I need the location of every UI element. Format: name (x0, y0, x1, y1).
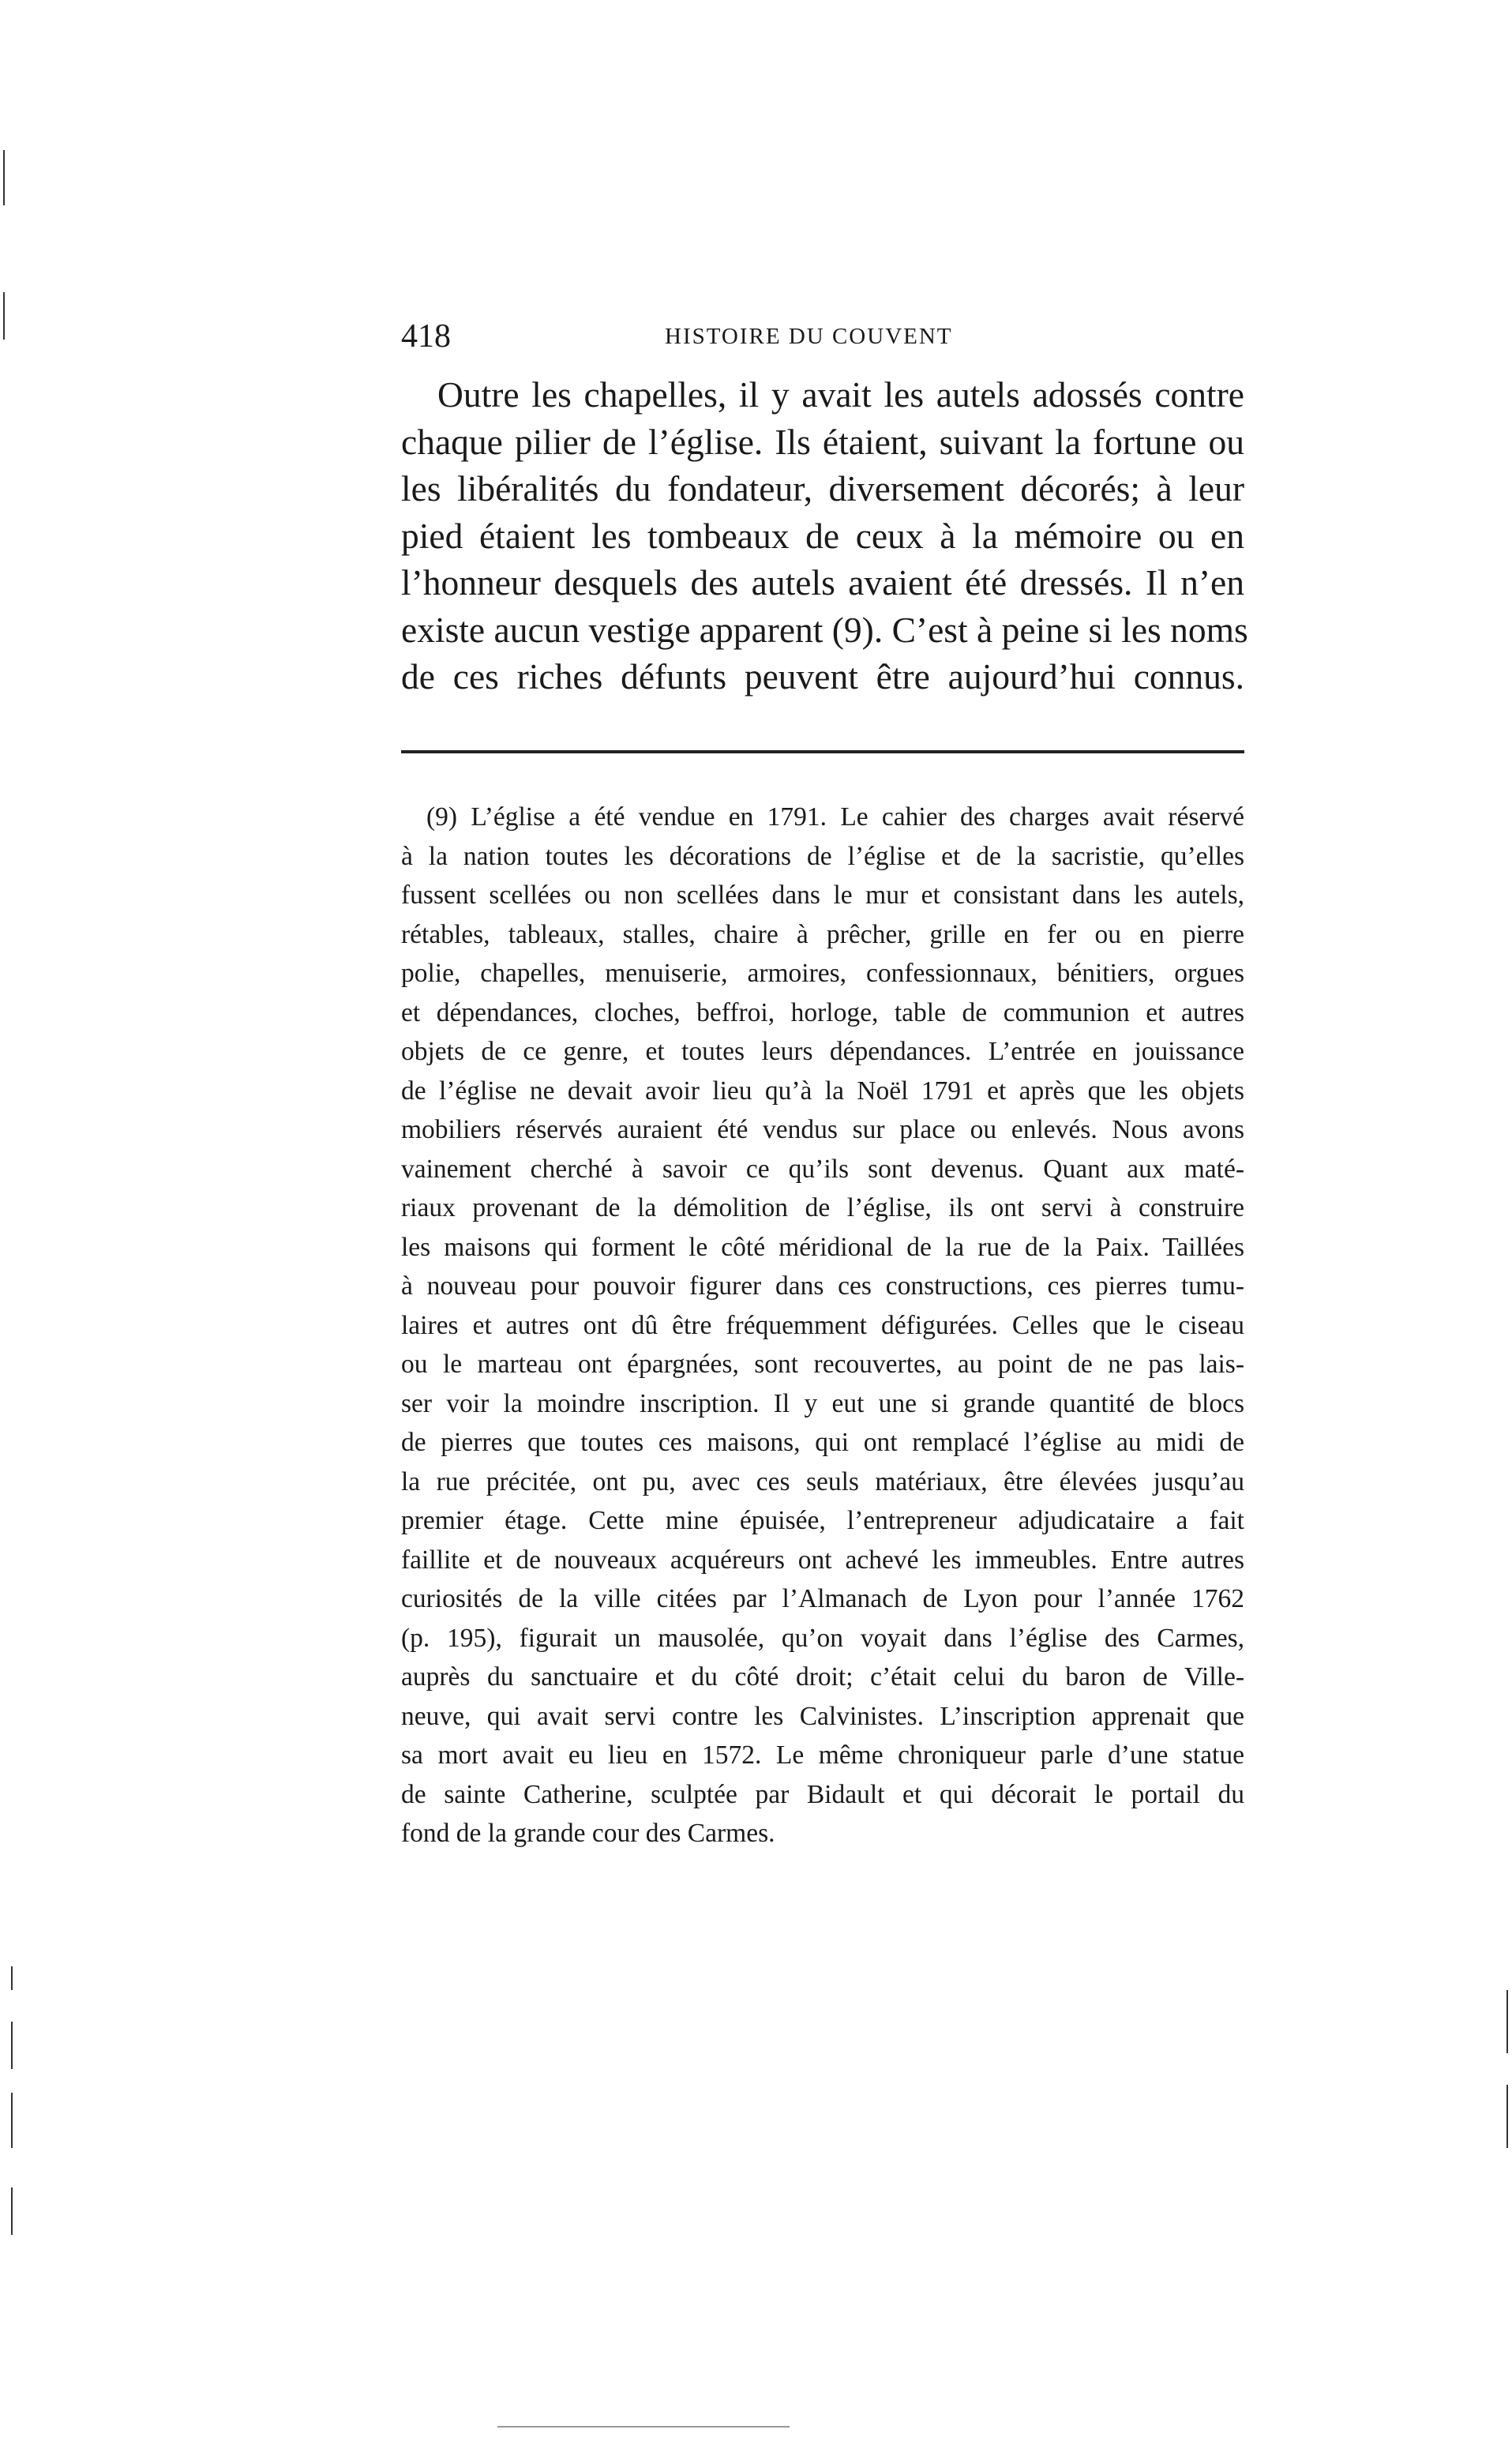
main-text-line: les libéralités du fondateur, diversement décorés; à leur (401, 468, 1244, 509)
main-text-line: chaque pilier de l’église. Ils étaient, suivant la fortune ou (401, 421, 1244, 462)
scan-bottom-rule (497, 2426, 790, 2428)
footnote-line: mobiliers réservés auraient été vendus sur place ou enlevés. Nous avons (401, 1115, 1244, 1144)
footnote-line: (9) L’église a été vendue en 1791. Le cahier des charges avait réservé (426, 802, 1244, 832)
footnote-line: laires et autres ont dû être fréquemment défigurées. Celles que le ciseau (401, 1310, 1244, 1340)
scan-margin-mark (11, 2093, 13, 2148)
footnote-line: (p. 195), figurait un mausolée, qu’on voyait dans l’église des Carmes, (401, 1623, 1244, 1653)
footnote-line: vainement cherché à savoir ce qu’ils sont devenus. Quant aux maté- (401, 1154, 1244, 1184)
main-text-line: pied étaient les tombeaux de ceux à la mémoire ou en (401, 515, 1244, 556)
main-paragraph (401, 371, 1248, 700)
footnote-line: neuve, qui avait servi contre les Calvinistes. L’inscription apprenait que (401, 1701, 1244, 1731)
page-header (401, 313, 1236, 360)
footnote-line: ou le marteau ont épargnées, sont recouvertes, au point de ne pas lais- (401, 1350, 1244, 1379)
scan-margin-mark (1506, 2085, 1508, 2148)
footnote-line: sa mort avait eu lieu en 1572. Le même chroniqueur parle d’une statue (401, 1740, 1244, 1770)
footnote-line: auprès du sanctuaire et du côté droit; c’était celui du baron de Ville- (401, 1662, 1244, 1692)
footnote-line: riaux provenant de la démolition de l’église, ils ont servi à construire (401, 1193, 1244, 1222)
footnote-line: de l’église ne devait avoir lieu qu’à la Noël 1791 et après que les objets (401, 1076, 1244, 1106)
footnote-line: faillite et de nouveaux acquéreurs ont achevé les immeubles. Entre autres (401, 1545, 1244, 1575)
footnote-line: fussent scellées ou non scellées dans le mur et consistant dans les autels, (401, 881, 1244, 910)
scan-margin-mark (3, 292, 5, 340)
footnote-line: à la nation toutes les décorations de l’église et de la sacristie, qu’elles (401, 841, 1244, 871)
footnote-line: ser voir la moindre inscription. Il y eut une si grande quantité de blocs (401, 1388, 1244, 1418)
footnote-line: la rue précitée, ont pu, avec ces seuls matériaux, être élevées jusqu’au (401, 1466, 1244, 1496)
footnote-line: de pierres que toutes ces maisons, qui ont remplacé l’église au midi de (401, 1428, 1244, 1457)
running-title: HISTOIRE DU COUVENT (665, 324, 953, 349)
scan-margin-mark (11, 1966, 13, 1990)
footnote-line: et dépendances, cloches, beffroi, horloge, table de communion et autres (401, 997, 1244, 1027)
footnote (401, 798, 1244, 1853)
footnote-line: fond de la grande cour des Carmes. (401, 1819, 775, 1848)
footnote-line: rétables, tableaux, stalles, chaire à prêcher, grille en fer ou en pierre (401, 919, 1244, 949)
footnote-line: les maisons qui forment le côté méridional de la rue de la Paix. Taillées (401, 1232, 1244, 1262)
page-number: 418 (401, 318, 451, 355)
footnote-line: objets de ce genre, et toutes leurs dépendances. L’entrée en jouissance (401, 1037, 1244, 1066)
footnote-divider (401, 750, 1244, 753)
footnote-line: curiosités de la ville citées par l’Almanach de Lyon pour l’année 1762 (401, 1584, 1244, 1613)
main-text-line: l’honneur desquels des autels avaient été dressés. Il n’en (401, 562, 1244, 603)
main-text-line: Outre les chapelles, il y avait les autels adossés contre (437, 374, 1244, 415)
scan-margin-mark (1506, 1990, 1508, 2053)
scan-margin-mark (11, 2187, 13, 2235)
footnote-line: de sainte Catherine, sculptée par Bidault et qui décorait le portail du (401, 1779, 1244, 1809)
footnote-line: polie, chapelles, menuiserie, armoires, confessionnaux, bénitiers, orgues (401, 959, 1244, 988)
footnote-line: premier étage. Cette mine épuisée, l’entrepreneur adjudicataire a fait (401, 1506, 1244, 1535)
scan-margin-mark (11, 2022, 13, 2069)
main-text-line: existe aucun vestige apparent (9). C’est à peine si les noms (401, 609, 1248, 650)
scan-margin-mark (3, 150, 5, 205)
footnote-line: à nouveau pour pouvoir figurer dans ces constructions, ces pierres tumu- (401, 1271, 1244, 1301)
main-text-line: de ces riches défunts peuvent être aujourd’hui connus. (401, 656, 1244, 697)
